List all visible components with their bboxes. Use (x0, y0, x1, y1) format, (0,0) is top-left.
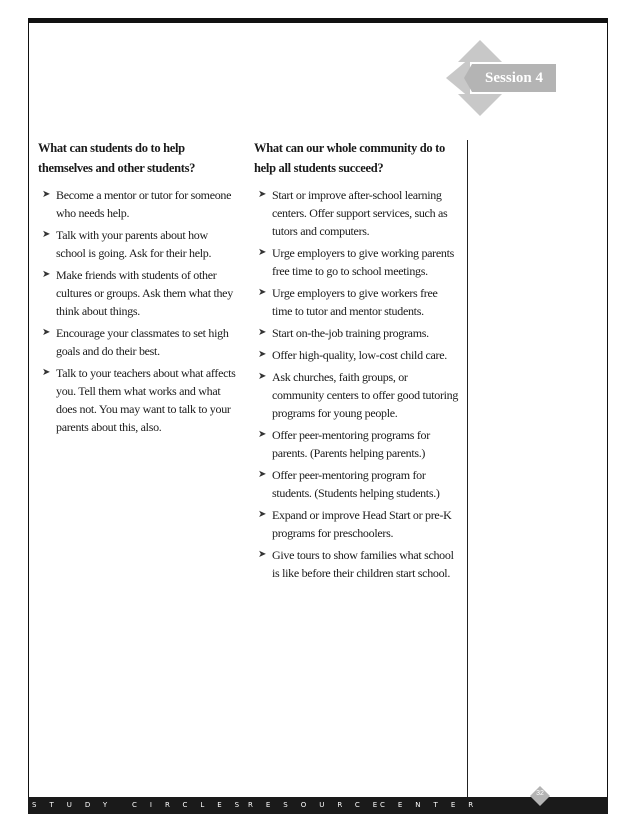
footer-word-circles: CIRCLES (132, 801, 253, 809)
session-badge (444, 40, 556, 116)
list-item-text: Offer high-quality, low-cost child care. (272, 348, 447, 362)
list-item-text: Start on-the-job training programs. (272, 326, 429, 340)
list-item-text: Talk with your parents about how school is going. Ask for their help. (56, 228, 212, 260)
arrow-bullet-icon: ➤ (258, 549, 267, 560)
list-item (254, 284, 459, 320)
footer-bar (28, 797, 608, 814)
list-item (254, 346, 459, 364)
list-item-text: Give tours to show families what school is like before their children start school. (272, 548, 454, 580)
arrow-bullet-icon: ➤ (258, 349, 267, 360)
middle-column-heading: What can our whole community do to help all students succeed? (254, 141, 445, 175)
middle-column (254, 138, 459, 586)
session-label: Session 4 (485, 70, 543, 86)
arrow-bullet-icon: ➤ (42, 189, 51, 200)
arrow-bullet-icon: ➤ (258, 469, 267, 480)
list-item (38, 186, 238, 222)
arrow-bullet-icon: ➤ (258, 189, 267, 200)
left-bullet-list (38, 186, 238, 436)
arrow-bullet-icon: ➤ (258, 287, 267, 298)
page-number-badge (530, 786, 550, 806)
page-number: 32 (536, 790, 544, 797)
arrow-bullet-icon: ➤ (258, 371, 267, 382)
arrow-bullet-icon: ➤ (258, 509, 267, 520)
list-item (254, 244, 459, 280)
arrow-bullet-icon: ➤ (258, 327, 267, 338)
list-item (38, 364, 238, 436)
middle-bullet-list (254, 186, 459, 582)
arrow-bullet-icon: ➤ (258, 247, 267, 258)
list-item-text: Urge employers to give workers free time to tutor and mentor students. (272, 286, 438, 318)
list-item-text: Expand or improve Head Start or pre-K programs for preschoolers. (272, 508, 452, 540)
list-item-text: Offer peer-mentoring programs for parents. (Parents helping parents.) (272, 428, 430, 460)
list-item (254, 426, 459, 462)
footer-word-study: STUDY (32, 801, 121, 809)
arrow-bullet-icon: ➤ (42, 367, 51, 378)
list-item-text: Make friends with students of other cultures or groups. Ask them what they think about things. (56, 268, 233, 318)
list-item-text: Start or improve after-school learning centers. Offer support services, such as tutors and computers. (272, 188, 448, 238)
list-item (254, 368, 459, 422)
left-column-heading: What can students do to help themselves and other students? (38, 141, 196, 175)
arrow-bullet-icon: ➤ (258, 429, 267, 440)
list-item (254, 546, 459, 582)
column-divider (467, 140, 468, 798)
list-item-text: Encourage your classmates to set high goals and do their best. (56, 326, 229, 358)
list-item (254, 506, 459, 542)
list-item (38, 266, 238, 320)
list-item (254, 466, 459, 502)
arrow-bullet-icon: ➤ (42, 269, 51, 280)
list-item-text: Become a mentor or tutor for someone who needs help. (56, 188, 232, 220)
list-item-text: Offer peer-mentoring program for students. (Students helping students.) (272, 468, 440, 500)
list-item-text: Urge employers to give working parents free time to go to school meetings. (272, 246, 455, 278)
list-item (254, 186, 459, 240)
arrow-bullet-icon: ➤ (42, 229, 51, 240)
list-item-text: Ask churches, faith groups, or community centers to offer good tutoring programs for young people. (272, 370, 459, 420)
left-column (38, 138, 238, 440)
footer-word-resource: RESOURCE (248, 801, 391, 809)
list-item (38, 324, 238, 360)
list-item-text: Talk to your teachers about what affects you. Tell them what works and what does not. You may want to talk to your parents about this, also. (56, 366, 236, 434)
arrow-bullet-icon: ➤ (42, 327, 51, 338)
footer-word-center: CENTER (380, 801, 487, 809)
list-item (38, 226, 238, 262)
list-item (254, 324, 459, 342)
